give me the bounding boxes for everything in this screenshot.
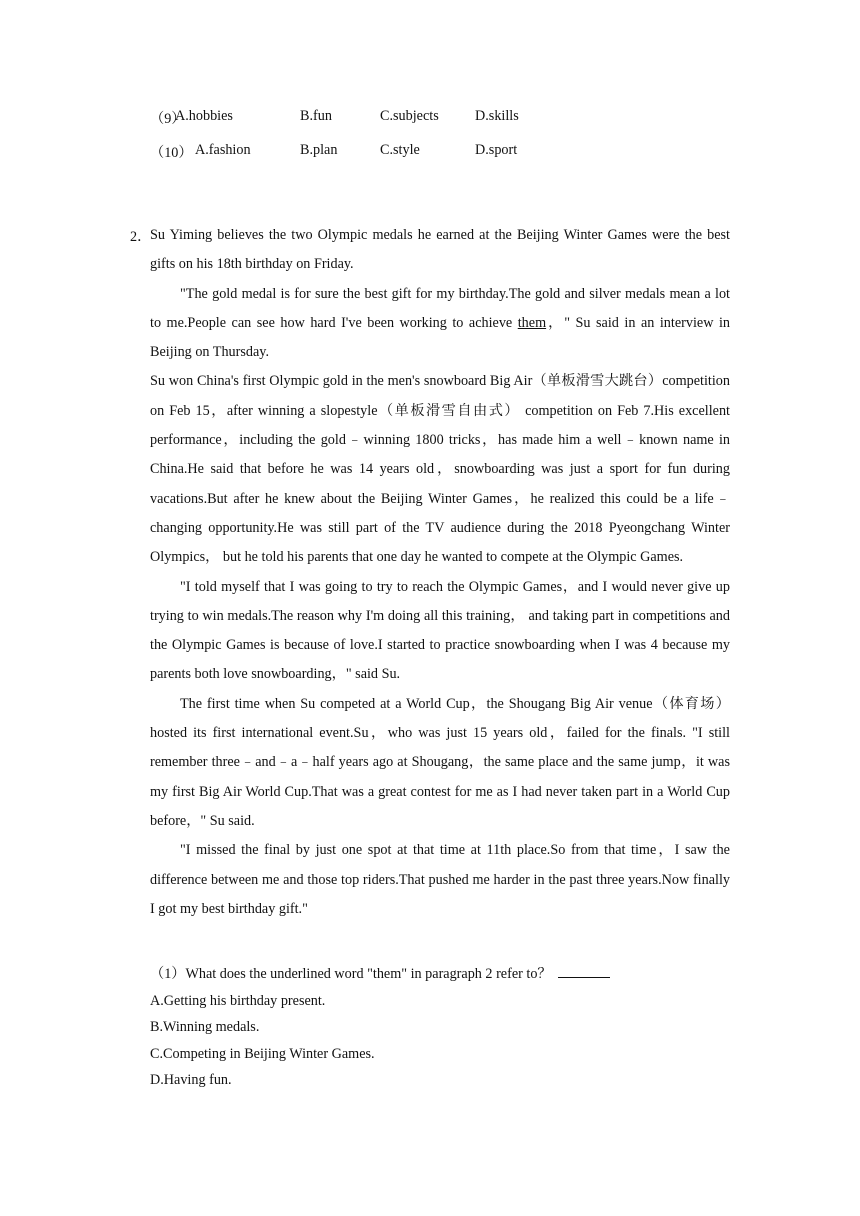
option-a: A.fashion [195, 142, 251, 158]
option-d: D.sport [475, 142, 518, 158]
option-c: C.style [380, 142, 420, 158]
option-b: B.fun [300, 108, 332, 124]
option-number: （10） [150, 145, 193, 161]
option-b: B.plan [300, 142, 338, 158]
answer-option-a: A.Getting his birthday present. [150, 992, 326, 1009]
passage-paragraph-5: The first time when Su competed at a World Cup，the Shougang Big Air venue（体育场）hosted its first international event.Su，who was just 15 years old，failed for the finals. "I still remember three﹣and﹣a﹣half years ago at Shougang，the same place and the same jump，it was my first Big Air World Cup.That was a great contest for me as I had never taken part in a World Cup before，" Su said. [150, 695, 730, 829]
passage-paragraph-4: "I told myself that I was going to try to reach the Olympic Games，and I would never give up trying to win medals.The reason why I'm doing all this training， and taking part in competitions and the Olympic Games is because of love.I started to practice snowboarding when I was 4 because my parents both love snowboarding，" said Su. [150, 578, 730, 683]
sub-question-1 [150, 961, 750, 1094]
passage-paragraph-6: "I missed the final by just one spot at that time at 11th place.So from that time，I saw the difference between me and those top riders.That pushed me harder in the past three years.Now finally I got my best birthday gift." [150, 842, 730, 917]
answer-option-d: D.Having fun. [150, 1072, 232, 1088]
answer-option-c: C.Competing in Beijing Winter Games. [150, 1045, 375, 1062]
passage-paragraph-3: Su won China's first Olympic gold in the men's snowboard Big Air（单板滑雪大跳台）competition on Feb 15，after winning a slopestyle（单板滑雪自由式） competition on Feb 7.His excellent performance，including the gold﹣winning 1800 tricks，has made him a well﹣known name in China.He said that before he was 14 years old，snowboarding was just a sport for fun during vacations.But after he knew about the Beijing Winter Games，he realized this could be a life﹣changing opportunity.He was still part of the TV audience during the 2018 Pyeongchang Winter Olympics， but he told his parents that one day he wanted to compete at the Olympic Games. [150, 373, 730, 566]
option-number: （9） [150, 111, 186, 127]
question-stem [150, 961, 750, 988]
reading-passage [150, 221, 730, 924]
option-c: C.subjects [380, 108, 439, 124]
underlined-word-them: them [517, 314, 547, 331]
question-stem-text: （1）What does the underlined word "them" in paragraph 2 refer to？ [150, 966, 552, 982]
option-d: D.skills [475, 108, 519, 124]
question-number: 2． [130, 229, 152, 245]
paragraph-2-text-end: ，" Su said in an interview in Beijing on Thursday. [150, 314, 730, 361]
passage-paragraph-2 [150, 280, 730, 368]
paragraph-2-text: "The gold medal is for sure the best gift for my birthday.The gold and silver medals mean a lot to me.People can see how hard I've been working to achieve [150, 285, 730, 331]
passage-paragraph-1: Su Yiming believes the two Olympic medals he earned at the Beijing Winter Games were the best gifts on his 18th birthday on Friday. [150, 227, 730, 273]
answer-option-b: B.Winning medals. [150, 1019, 260, 1035]
option-a: A.hobbies [175, 108, 233, 124]
answer-blank[interactable] [558, 963, 610, 978]
